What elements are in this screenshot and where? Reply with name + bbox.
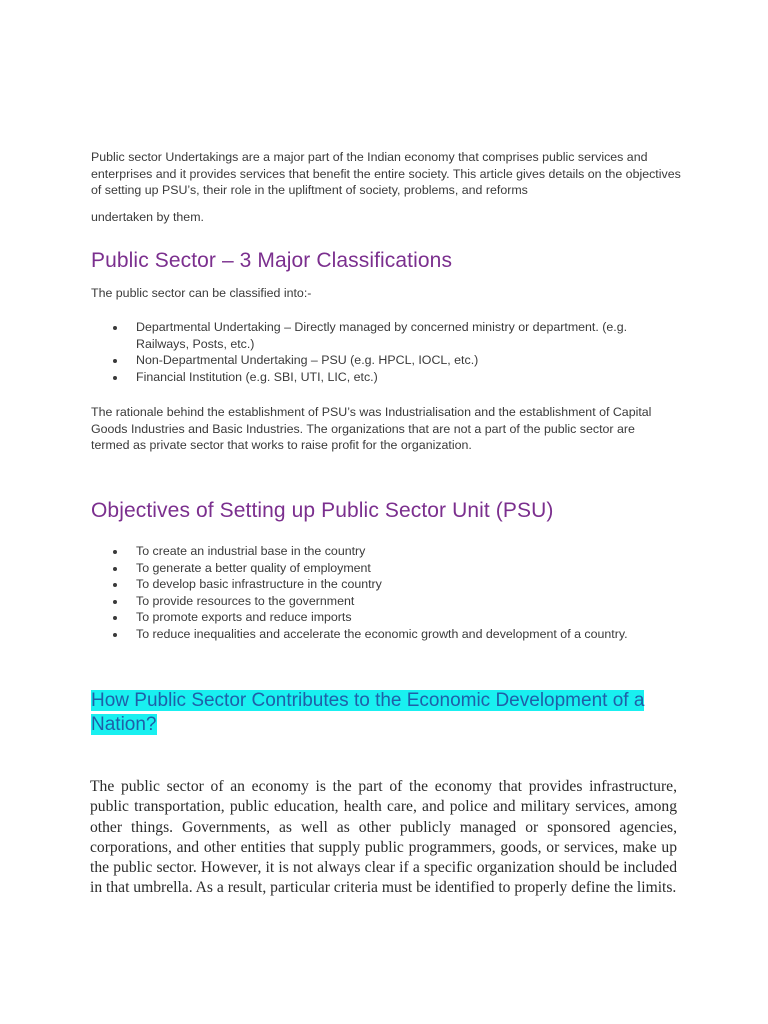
- list-item: [110, 593, 670, 610]
- list-item: [110, 626, 670, 643]
- objectives-heading: Objectives of Setting up Public Sector Unit (PSU): [91, 499, 554, 522]
- rationale-paragraph: The rationale behind the establishment of PSU’s was Industrialisation and the establishment of Capital Goods Industries and Basic Industries. The organizations that are not a part of the public sector are termed as private sector that works to raise profit for the organization.: [91, 405, 652, 452]
- intro-paragraph: Public sector Undertakings are a major part of the Indian economy that comprises public services and enterprises and it provides services that benefit the entire society. This article gives details on the objectives of setting up PSU’s, their role in the upliftment of society, problems, and reforms: [91, 150, 681, 197]
- classifications-lead: The public sector can be classified into:-: [91, 286, 312, 300]
- list-item-text: Financial Institution (e.g. SBI, UTI, LIC, etc.): [136, 369, 378, 384]
- objectives-list: [110, 543, 670, 643]
- intro-paragraph-tail: undertaken by them.: [91, 210, 204, 224]
- list-item: [110, 352, 666, 369]
- bullet-icon: [113, 600, 117, 604]
- bullet-icon: [113, 376, 117, 380]
- list-item: [110, 543, 670, 560]
- list-item-text: To provide resources to the government: [136, 593, 355, 608]
- list-item: [110, 576, 670, 593]
- classifications-heading: Public Sector – 3 Major Classifications: [91, 249, 453, 272]
- list-item: [110, 560, 670, 577]
- bullet-icon: [113, 616, 117, 620]
- bullet-icon: [113, 583, 117, 587]
- list-item-text: To generate a better quality of employment: [136, 560, 371, 575]
- list-item-text: Non-Departmental Undertaking – PSU (e.g. HPCL, IOCL, etc.): [136, 353, 479, 368]
- list-item-text: To create an industrial base in the country: [136, 544, 366, 558]
- bullet-icon: [113, 633, 117, 637]
- bullet-icon: [113, 550, 117, 554]
- contribution-heading: [91, 689, 691, 737]
- list-item: [110, 369, 666, 386]
- list-item: [110, 319, 666, 352]
- contribution-paragraph: The public sector of an economy is the part of the economy that provides infrastructure, public transportation, public education, health care, and police and military services, among other things. Governments, as well as other publicly managed or sponsored agencies, corporations, and other entities that supply public programmers, goods, or services, make up the public sector. However, it is not always clear if a specific organization should be included in that umbrella. As a result, particular criteria must be identified to properly define the limits.: [90, 778, 677, 897]
- bullet-icon: [113, 326, 117, 330]
- list-item: [110, 609, 670, 626]
- list-item-text: To promote exports and reduce imports: [136, 610, 352, 625]
- bullet-icon: [113, 567, 117, 571]
- bullet-icon: [113, 359, 117, 363]
- classifications-list: [110, 319, 670, 385]
- highlighted-heading-text: How Public Sector Contributes to the Economic Development of a Nation?: [91, 690, 645, 735]
- list-item-text: To reduce inequalities and accelerate the economic growth and development of a country.: [136, 626, 628, 641]
- list-item-text: Departmental Undertaking – Directly managed by concerned ministry or department. (e.g. Railways, Posts, etc.): [136, 320, 628, 351]
- list-item-text: To develop basic infrastructure in the country: [136, 577, 382, 592]
